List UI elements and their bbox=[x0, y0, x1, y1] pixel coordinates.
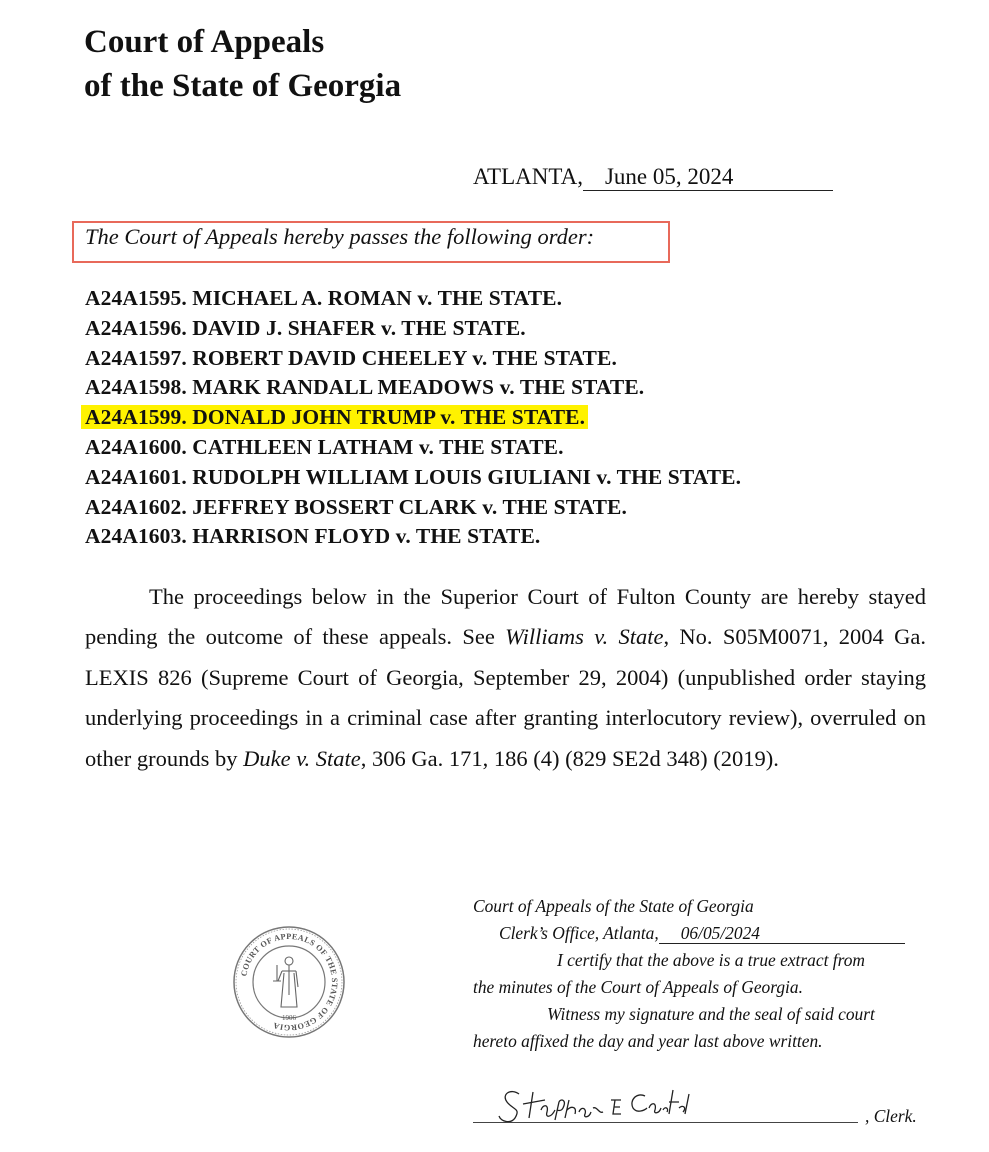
case-item: A24A1601. RUDOLPH WILLIAM LOUIS GIULIANI v. THE STATE. bbox=[85, 464, 742, 489]
court-title bbox=[84, 20, 401, 108]
case-item: A24A1597. ROBERT DAVID CHEELEY v. THE STATE. bbox=[85, 345, 617, 370]
court-title-line2: of the State of Georgia bbox=[84, 68, 402, 104]
signature-block bbox=[473, 1078, 933, 1128]
cert-certify-line1: I certify that the above is a true extract from bbox=[557, 950, 865, 970]
cert-court-name: Court of Appeals of the State of Georgia bbox=[473, 896, 754, 916]
svg-text:COURT OF APPEALS OF THE STATE: COURT OF APPEALS OF THE STATE OF GEORGIA bbox=[239, 931, 340, 1033]
dateline-date: June 05, 2024 bbox=[583, 164, 833, 191]
case-item: A24A1598. MARK RANDALL MEADOWS v. THE STATE. bbox=[85, 375, 645, 400]
clerk-signature bbox=[493, 1080, 693, 1126]
case-citation: Williams v. State bbox=[505, 624, 664, 650]
case-item: A24A1600. CATHLEEN LATHAM v. THE STATE. bbox=[85, 434, 564, 459]
order-intro: The Court of Appeals hereby passes the following order: bbox=[85, 224, 595, 249]
cert-office-line: Clerk’s Office, Atlanta, 06/05/2024 bbox=[473, 920, 928, 947]
case-list bbox=[85, 284, 741, 552]
svg-text:1906: 1906 bbox=[282, 1014, 296, 1022]
certification-block bbox=[473, 893, 928, 1055]
dateline-city: ATLANTA, bbox=[473, 164, 583, 189]
cert-date: 06/05/2024 bbox=[659, 923, 905, 944]
court-title-line1: Court of Appeals bbox=[84, 24, 325, 60]
case-item: A24A1596. DAVID J. SHAFER v. THE STATE. bbox=[85, 315, 526, 340]
case-item: A24A1595. MICHAEL A. ROMAN v. THE STATE. bbox=[85, 286, 563, 310]
court-seal-icon bbox=[232, 925, 346, 1039]
case-item: A24A1603. HARRISON FLOYD v. THE STATE. bbox=[85, 524, 541, 549]
clerk-label: , Clerk. bbox=[865, 1106, 917, 1126]
order-body: The proceedings below in the Superior Court of Fulton County are hereby stayed pending the outcome of these appeals. See Williams v. State, No. S05M0071, 2004 Ga. LEXIS 826 (Supreme Court of Georgia, September 29, 2004) (unpublished order staying underlying proceedings in a criminal case after granting interlocutory review), overruled on other grounds by Duke v. State, 306 Ga. 171, 186 (4) (829 SE2d 348) (2019). bbox=[85, 584, 926, 771]
case-item: A24A1602. JEFFREY BOSSERT CLARK v. THE STATE. bbox=[85, 494, 627, 519]
dateline bbox=[473, 164, 833, 191]
cert-witness-line1: Witness my signature and the seal of said court bbox=[547, 1004, 875, 1024]
case-item-highlighted: A24A1599. DONALD JOHN TRUMP v. THE STATE. bbox=[85, 403, 741, 433]
case-citation: Duke v. State bbox=[243, 745, 361, 771]
signature-line bbox=[473, 1122, 858, 1123]
cert-witness-line2: hereto affixed the day and year last above written. bbox=[473, 1031, 823, 1051]
cert-certify-line2: the minutes of the Court of Appeals of Georgia. bbox=[473, 977, 803, 997]
